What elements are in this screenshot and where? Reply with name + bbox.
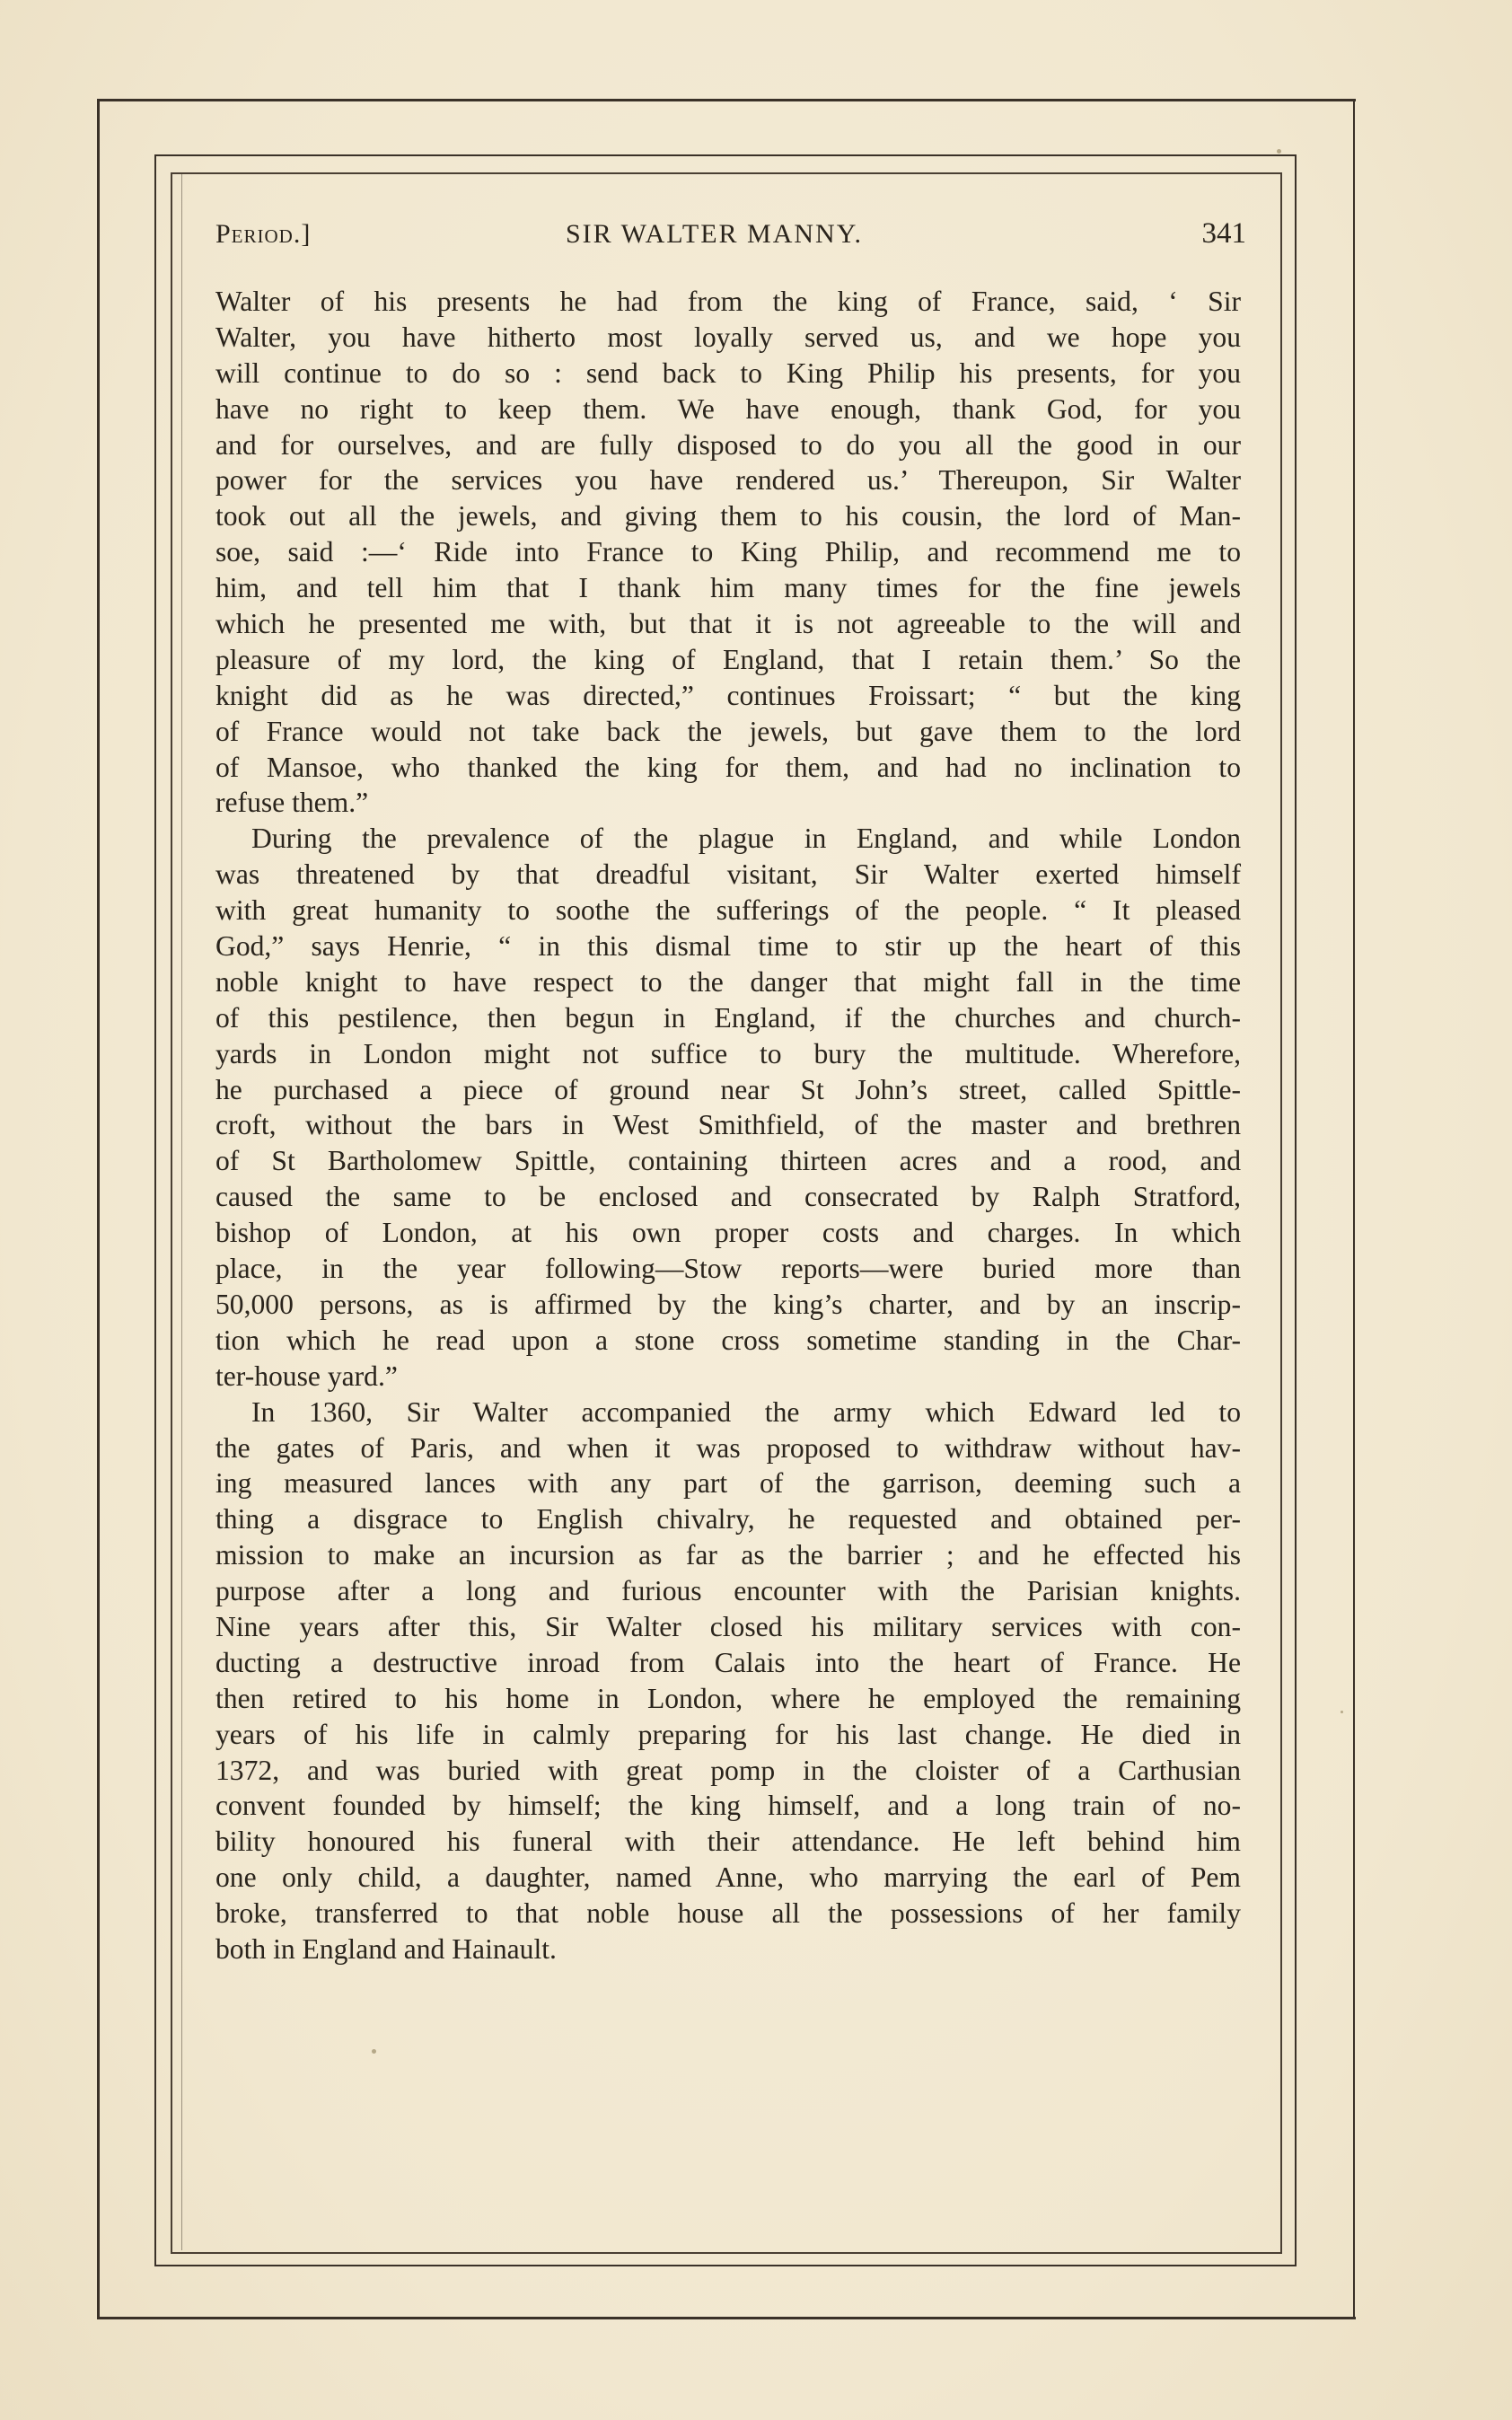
text-line: broke, transferred to that noble house all the possessions of her family [215,1897,1241,1930]
second-frame-top [154,154,1297,156]
text-line: croft, without the bars in West Smithfield, of the master and brethren [215,1109,1241,1141]
second-frame-right [1295,154,1297,2266]
paper-speck [1341,1711,1343,1713]
text-line: the gates of Paris, and when it was proposed to withdraw without hav- [215,1431,1241,1464]
text-line: of St Bartholomew Spittle, containing thirteen acres and a rood, and [215,1145,1241,1177]
text-line: power for the services you have rendered us.’ Thereupon, Sir Walter [215,464,1241,497]
text-line: noble knight to have respect to the danger that might fall in the time [215,965,1241,998]
header-section-label: Period.] [215,219,312,249]
text-line: soe, said :—‘ Ride into France to King Philip, and recommend me to [215,536,1241,568]
text-line: 50,000 persons, as is affirmed by the king’s charter, and by an inscrip- [215,1288,1241,1320]
page-number: 341 [1201,217,1246,250]
paper-speck [1277,149,1281,154]
text-line: In 1360, Sir Walter accompanied the army which Edward led to [251,1395,1241,1428]
outer-frame-right [1353,99,1355,2317]
text-line: him, and tell him that I thank him many times for the fine jewels [215,572,1241,604]
text-line: ducting a destructive inroad from Calais into the heart of France. He [215,1646,1241,1678]
text-line: convent founded by himself; the king himself, and a long train of no- [215,1790,1241,1822]
text-line: mission to make an incursion as far as the barrier ; and he effected his [215,1539,1241,1571]
text-line: During the prevalence of the plague in England, and while London [251,823,1241,855]
text-line: of Mansoe, who thanked the king for them, and had no inclination to [215,751,1241,783]
outer-frame-left [97,99,100,2319]
text-line: yards in London might not suffice to bury the multitude. Wherefore, [215,1037,1241,1069]
text-line: he purchased a piece of ground near St John’s street, called Spittle- [215,1073,1241,1105]
text-line: years of his life in calmly preparing for his last change. He died in [215,1718,1241,1750]
text-line: of this pestilence, then begun in England, if the churches and church- [215,1001,1241,1034]
text-line: one only child, a daughter, named Anne, who marrying the earl of Pem [215,1861,1241,1894]
text-line: and for ourselves, and are fully disposed to do you all the good in our [215,428,1241,461]
text-line: was threatened by that dreadful visitant, Sir Walter exerted himself [215,858,1241,891]
text-line: knight did as he was directed,” continues Froissart; “ but the king [215,679,1241,711]
text-line: will continue to do so : send back to King Philip his presents, for you [215,356,1241,389]
text-line: thing a disgrace to English chivalry, he requested and obtained per- [215,1503,1241,1536]
paper-speck [372,2049,376,2054]
second-frame-bottom [154,2265,1297,2266]
text-line: ing measured lances with any part of the garrison, deeming such a [215,1467,1241,1500]
text-line: Nine years after this, Sir Walter closed his military services with con- [215,1610,1241,1642]
text-line: place, in the year following—Stow reports—were buried more than [215,1253,1241,1285]
text-line: tion which he read upon a stone cross sometime standing in the Char- [215,1324,1241,1356]
outer-frame-top [97,99,1356,101]
text-line: bility honoured his funeral with their attendance. He left behind him [215,1826,1241,1858]
body-text [215,284,1241,1967]
text-line: of France would not take back the jewels, but gave them to the lord [215,715,1241,747]
text-line: bishop of London, at his own proper costs and charges. In which [215,1217,1241,1249]
text-line: purpose after a long and furious encounter with the Parisian knights. [215,1575,1241,1607]
text-line: have no right to keep them. We have enough, thank God, for you [215,392,1241,425]
text-line: then retired to his home in London, where he employed the remaining [215,1682,1241,1714]
text-line: God,” says Henrie, “ in this dismal time to stir up the heart of this [215,930,1241,963]
running-header [215,214,1246,259]
text-line: Walter of his presents he had from the king of France, said, ‘ Sir [215,286,1241,317]
text-line: both in England and Hainault. [215,1932,557,1965]
text-line: caused the same to be enclosed and consecrated by Ralph Stratford, [215,1181,1241,1213]
text-line: with great humanity to soothe the sufferings of the people. “ It pleased [215,894,1241,927]
text-line: ter-house yard.” [215,1360,398,1392]
inner-rule-left [181,172,182,2250]
text-line: 1372, and was buried with great pomp in the cloister of a Carthusian [215,1754,1241,1786]
second-frame-left [154,154,156,2266]
text-line: pleasure of my lord, the king of England, that I retain them.’ So the [215,643,1241,675]
text-line: Walter, you have hitherto most loyally served us, and we hope you [215,321,1241,353]
header-title: SIR WALTER MANNY. [566,219,863,249]
text-line: which he presented me with, but that it is not agreeable to the will and [215,608,1241,640]
outer-frame-bottom [97,2317,1356,2319]
text-line: refuse them.” [215,787,369,819]
text-line: took out all the jewels, and giving them to his cousin, the lord of Man- [215,500,1241,532]
